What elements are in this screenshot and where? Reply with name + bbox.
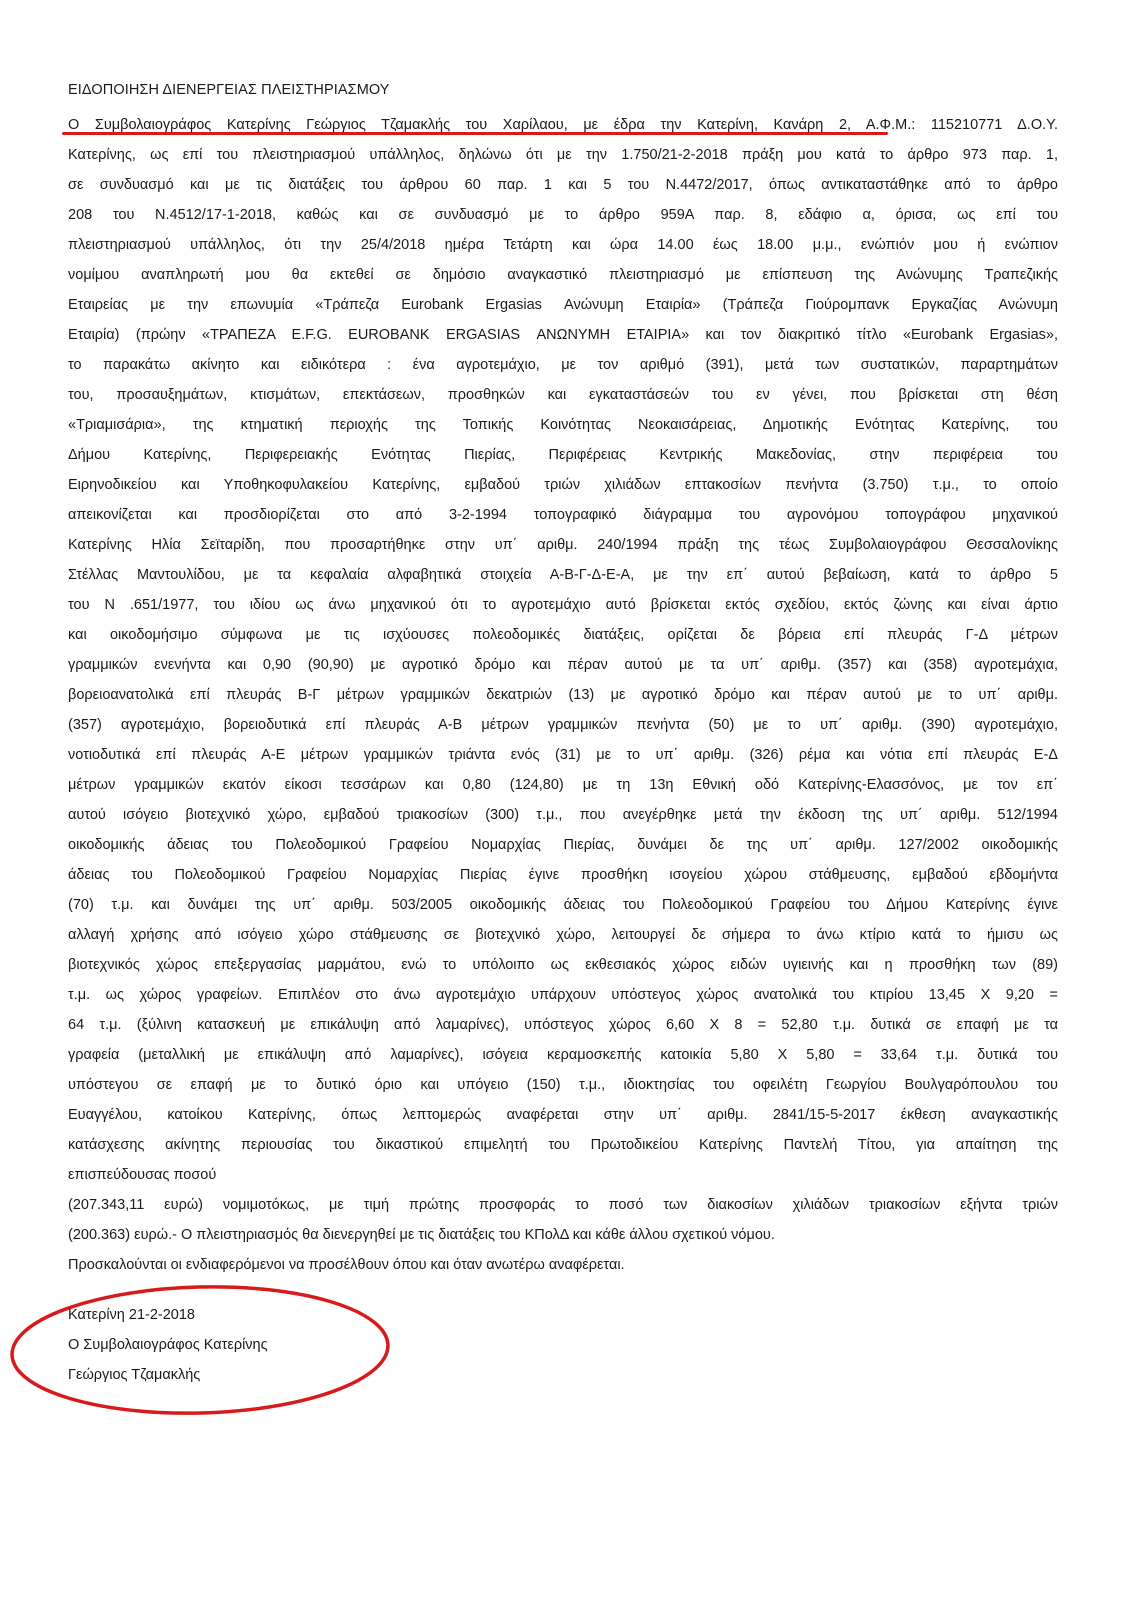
document-title: ΕΙΔΟΠΟΙΗΣΗ ΔΙΕΝΕΡΓΕΙΑΣ ΠΛΕΙΣΤΗΡΙΑΣΜΟΥ <box>68 82 390 98</box>
body-line: (70) τ.μ. και δυνάμει της υπ΄ αριθμ. 503/2005 οικοδομικής άδειας του Πολεοδομικού Γραφείου του Δήμου Κατερίνης έγινε <box>68 897 1058 913</box>
body-line: του, προσαυξημάτων, κτισμάτων, επεκτάσεων, προσθηκών και εγκαταστάσεών του εν γένει, που βρίσκεται στη θέση <box>68 387 1058 403</box>
body-line: Κατερίνης Ηλία Σεϊταρίδη, που προσαρτήθηκε στην υπ΄ αριθμ. 240/1994 πράξη της τέως Συμβολαιογράφου Θεσσαλονίκης <box>68 537 1058 553</box>
body-line: νομίμου αναπληρωτή μου θα εκτεθεί σε δημόσιο αναγκαστικό πλειστηριασμό με επίσπευση της Ανώνυμης Τραπεζικής <box>68 267 1058 283</box>
body-line: και οικοδομήσιμο σύμφωνα με τις ισχύουσες πολεοδομικές διατάξεις, ορίζεται δε βόρεια επί πλευράς Γ-Δ μέτρων <box>68 627 1058 643</box>
signature-block <box>68 1300 268 1390</box>
body-line: πλειστηριασμού υπάλληλος, ότι την 25/4/2018 ημέρα Τετάρτη και ώρα 14.00 έως 18.00 μ.μ., ενώπιόν μου ή ενώπιον <box>68 237 1058 253</box>
body-line: 208 του Ν.4512/17-1-2018, καθώς και σε συνδυασμό με το άρθρο 959Α παρ. 8, εδάφιο α, όρισα, ως επί του <box>68 207 1058 223</box>
body-line: «Τριαμισάρια», της κτηματική περιοχής της Τοπικής Κοινότητας Νεοκαισάρειας, Δημοτικής Ενότητας Κατερίνης, του <box>68 417 1058 433</box>
body-line: (357) αγροτεμάχιο, βορειοδυτικά επί πλευράς Α-Β μέτρων γραμμικών πενήντα (50) με το υπ΄ αριθμ. (390) αγροτεμάχιο, <box>68 717 1058 733</box>
body-line: Εταιρία) (πρώην «ΤΡΑΠΕΖΑ E.F.G. EUROBANK ERGASIAS ΑΝΩΝΥΜΗ ΕΤΑΙΡΙΑ» και τον διακριτικό τίτλο «Eurobank Ergasias», <box>68 327 1058 343</box>
body-line: γραμμικών ενενήντα και 0,90 (90,90) με αγροτικό δρόμο και πέραν αυτού με τα υπ΄ αριθμ. (357) και (358) αγροτεμάχια, <box>68 657 1058 673</box>
signature-role: Ο Συμβολαιογράφος Κατερίνης <box>68 1337 268 1353</box>
body-line: (207.343,11 ευρώ) νομιμοτόκως, με τιμή πρώτης προσφοράς το ποσό των διακοσίων χιλιάδων τριακοσίων εξήντα τριών <box>68 1197 1058 1213</box>
body-line: Ευαγγέλου, κατοίκου Κατερίνης, όπως λεπτομερώς αναφέρεται στην υπ΄ αριθμ. 2841/15-5-2017 έκθεση αναγκαστικής <box>68 1107 1058 1123</box>
body-line: (200.363) ευρώ.- Ο πλειστηριασμός θα διενεργηθεί με τις διατάξεις του ΚΠολΔ και κάθε άλλου σχετικού νόμου. <box>68 1227 775 1243</box>
body-line: επισπεύδουσας ποσού <box>68 1167 217 1183</box>
body-line: Ο Συμβολαιογράφος Κατερίνης Γεώργιος Τζαμακλής του Χαρίλαου, με έδρα την Κατερίνη, Κανάρη 2, Α.Φ.Μ.: 115210771 Δ.Ο.Υ. <box>68 117 1058 133</box>
document-body <box>68 110 1058 1280</box>
body-line: του Ν .651/1977, του ιδίου ως άνω μηχανικού ότι το αγροτεμάχιο αυτό βρίσκεται εκτός σχεδίου, εκτός ζώνης και είναι άρτιο <box>68 597 1058 613</box>
body-line: Προσκαλούνται οι ενδιαφερόμενοι να προσέλθουν όπου και όταν ανωτέρω αναφέρεται. <box>68 1257 625 1273</box>
body-line: γραφεία (μεταλλική με επικάλυψη από λαμαρίνες), ισόγεια κεραμοσκεπής κατοικία 5,80 Χ 5,80 = 33,64 τ.μ. δυτικά του <box>68 1047 1058 1063</box>
body-line: Κατερίνης, ως επί του πλειστηριασμού υπάλληλος, δηλώνω ότι με την 1.750/21-2-2018 πράξη μου κατά το άρθρο 973 παρ. 1, <box>68 147 1058 163</box>
body-line: αυτού ισόγειο βιοτεχνικό χώρο, εμβαδού τριακοσίων (300) τ.μ., που ανεγέρθηκε μετά την έκδοση της υπ΄ αριθμ. 512/1994 <box>68 807 1058 823</box>
body-line: μέτρων γραμμικών εκατόν είκοσι τεσσάρων και 0,80 (124,80) με τη 13η Εθνική οδό Κατερίνης-Ελασσόνος, με τον επ΄ <box>68 777 1058 793</box>
body-line: κατάσχεσης ακίνητης περιουσίας του δικαστικού επιμελητή του Πρωτοδικείου Κατερίνης Παντελή Τίτου, για απαίτηση της <box>68 1137 1058 1153</box>
body-line: απεικονίζεται και προσδιορίζεται στο από 3-2-1994 τοπογραφικό διάγραμμα του αγρονόμου τοπογράφου μηχανικού <box>68 507 1058 523</box>
signature-place-date: Κατερίνη 21-2-2018 <box>68 1307 195 1323</box>
body-line: Εταιρείας με την επωνυμία «Τράπεζα Eurobank Ergasias Ανώνυμη Εταιρία» (Τράπεζα Γιούρομπανκ Εργκαζίας Ανώνυμη <box>68 297 1058 313</box>
body-line: βιοτεχνικός χώρος επεξεργασίας μαρμάτου, ενώ το υπόλοιπο ως εκθεσιακός χώρος ειδών υγιεινής και η προσθήκη των (89) <box>68 957 1058 973</box>
body-line: Δήμου Κατερίνης, Περιφερειακής Ενότητας Πιερίας, Περιφέρειας Κεντρικής Μακεδονίας, στην περιφέρεια του <box>68 447 1058 463</box>
body-line: άδειας του Πολεοδομικού Γραφείου Νομαρχίας Πιερίας έγινε προσθήκη ισογείου χώρου στάθμευσης, εμβαδού εβδομήντα <box>68 867 1058 883</box>
signature-name: Γεώργιος Τζαμακλής <box>68 1367 201 1383</box>
body-line: υπόστεγου σε επαφή με το δυτικό όριο και υπόγειο (150) τ.μ., ιδιοκτησίας του οφειλέτη Γεωργίου Βουλγαρόπουλου του <box>68 1077 1058 1093</box>
body-line: 64 τ.μ. (ξύλινη κατασκευή με επικάλυψη από λαμαρίνες), υπόστεγος χώρος 6,60 Χ 8 = 52,80 τ.μ. δυτικά σε επαφή με τα <box>68 1017 1058 1033</box>
body-line: οικοδομικής άδειας του Πολεοδομικού Γραφείου Νομαρχίας Πιερίας, δυνάμει δε της υπ΄ αριθμ. 127/2002 οικοδομικής <box>68 837 1058 853</box>
body-line: νοτιοδυτικά επί πλευράς Α-Ε μέτρων γραμμικών τριάντα ενός (31) με το υπ΄ αριθμ. (326) ρέμα και νότια επί πλευράς Ε-Δ <box>68 747 1058 763</box>
body-line: σε συνδυασμό και με τις διατάξεις του άρθρου 60 παρ. 1 και 5 του Ν.4472/2017, όπως αντικαταστάθηκε από το άρθρο <box>68 177 1058 193</box>
body-line: τ.μ. ως χώρος γραφείων. Επιπλέον στο άνω αγροτεμάχιο υπάρχουν υπόστεγος χώρος ανατολικά του κτιρίου 13,45 Χ 9,20 = <box>68 987 1058 1003</box>
body-line: βορειοανατολικά επί πλευράς Β-Γ μέτρων γραμμικών δεκατριών (13) με αγροτικό δρόμο και πέραν αυτού με το υπ΄ αριθμ. <box>68 687 1058 703</box>
body-line: Ειρηνοδικείου και Υποθηκοφυλακείου Κατερίνης, εμβαδού τριών χιλιάδων επτακοσίων πενήντα (3.750) τ.μ., το οποίο <box>68 477 1058 493</box>
body-line: αλλαγή χρήσης από ισόγειο χώρο στάθμευσης σε βιοτεχνικό χώρο, λειτουργεί δε σήμερα το άνω κτίριο κατά το ήμισυ ως <box>68 927 1058 943</box>
body-line: Στέλλας Μαντουλίδου, με τα κεφαλαία αλφαβητικά στοιχεία Α-Β-Γ-Δ-Ε-Α, με την επ΄ αυτού βεβαίωση, κατά το άρθρο 5 <box>68 567 1058 583</box>
body-line: το παρακάτω ακίνητο και ειδικότερα : ένα αγροτεμάχιο, με τον αριθμό (391), μετά των συστατικών, παραρτημάτων <box>68 357 1058 373</box>
